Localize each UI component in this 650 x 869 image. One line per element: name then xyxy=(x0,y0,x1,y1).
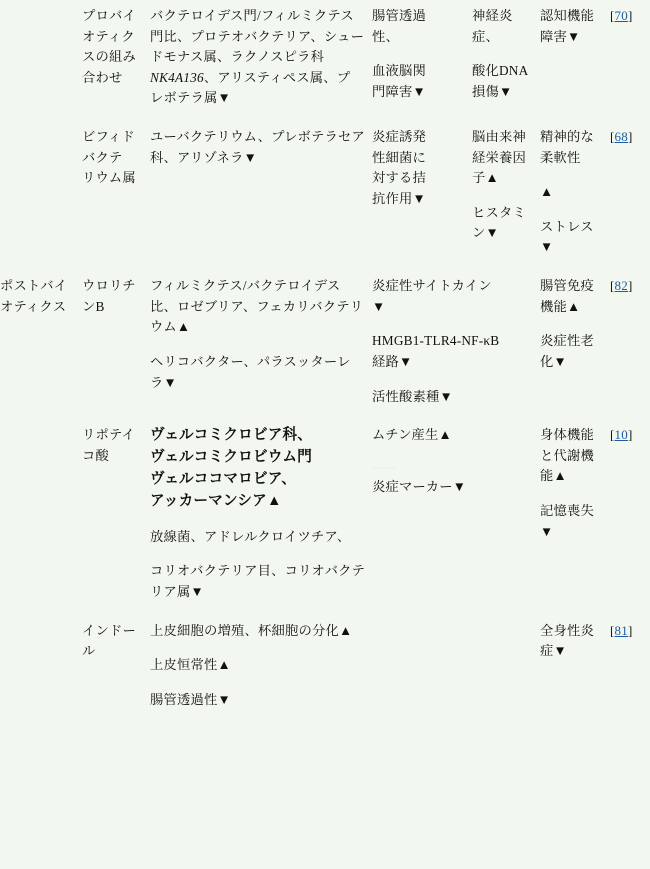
spacer-cell xyxy=(0,407,650,425)
mechanism-line: 活性酸素種▼ xyxy=(372,388,453,404)
agent-line: ビフィド xyxy=(82,129,135,145)
agent-line: ウロリチ xyxy=(82,278,136,294)
category-line: オティクス xyxy=(0,298,67,314)
outcome-line: 記憶喪失 xyxy=(540,502,594,518)
agent-line: バクテ xyxy=(82,149,123,165)
row-marker xyxy=(472,425,540,602)
marker-line: 子▲ xyxy=(472,170,499,186)
outcome-line: 障害▼ xyxy=(540,28,581,44)
taxa-line: ドモナス属、ラクノスピラ科 xyxy=(150,49,325,65)
taxa-block-bold xyxy=(150,425,366,513)
table-row xyxy=(0,127,650,258)
reference-citation[interactable] xyxy=(610,427,632,442)
outcome-line: ▲ xyxy=(540,184,554,200)
row-agent xyxy=(82,621,150,711)
outcome-line: 身体機能 xyxy=(540,427,594,443)
taxa-line: バクテロイデス門/フィルミクテス xyxy=(150,8,354,23)
marker-block xyxy=(472,203,534,244)
mechanism-block xyxy=(372,387,466,408)
mechanism-block xyxy=(372,6,466,47)
row-spacer xyxy=(0,258,650,276)
reference-citation[interactable] xyxy=(610,8,632,23)
outcome-block xyxy=(540,425,604,487)
bracket-close: ] xyxy=(627,129,633,145)
reference-link[interactable]: 10 xyxy=(614,427,628,443)
row-taxa xyxy=(150,127,372,258)
mechanism-line: 経路▼ xyxy=(372,353,413,369)
row-category xyxy=(0,127,82,258)
table-row xyxy=(0,621,650,711)
row-reference xyxy=(610,276,650,407)
taxa-line: 腸管透過性▼ xyxy=(150,691,231,707)
agent-line: プロバイ xyxy=(82,8,136,23)
row-agent xyxy=(82,425,150,602)
outcome-block xyxy=(540,127,604,168)
marker-line: 脳由来神 xyxy=(472,129,526,145)
table-row xyxy=(0,276,650,407)
reference-link[interactable]: 82 xyxy=(614,278,628,294)
reference-citation[interactable] xyxy=(610,278,632,293)
mechanism-line: 炎症マーカー▼ xyxy=(372,478,467,494)
row-mechanism xyxy=(372,425,472,602)
marker-line: 酸化DNA xyxy=(472,63,529,79)
agent-line: スの組み xyxy=(82,49,136,65)
row-taxa xyxy=(150,621,372,711)
row-spacer xyxy=(0,407,650,425)
taxa-line: コリオバクテリア目、コリオバクテ xyxy=(150,563,366,579)
outcome-line: 認知機能 xyxy=(540,8,594,23)
taxa-block xyxy=(150,527,366,548)
taxa-line: アッカーマンシア▲ xyxy=(150,492,282,509)
table-body xyxy=(0,6,650,710)
taxa-line: 門比、プロテオバクテリア、シュー xyxy=(150,28,365,44)
taxa-line: レボテラ属▼ xyxy=(150,90,231,106)
taxa-block xyxy=(150,655,366,676)
agent-line: リポテイ xyxy=(82,427,136,443)
outcome-line: 柔軟性 xyxy=(540,149,581,165)
agent-line: 合わせ xyxy=(82,69,123,85)
row-agent xyxy=(82,127,150,258)
mechanism-line: 抗作用▼ xyxy=(372,190,426,206)
row-agent xyxy=(82,6,150,109)
row-taxa xyxy=(150,6,372,109)
category-line: ポストバイ xyxy=(0,278,68,294)
row-outcome xyxy=(540,6,610,109)
outcome-block xyxy=(540,217,604,258)
mechanism-line: HMGB1-TLR4-NF-κB xyxy=(372,333,500,349)
bracket-open: [ xyxy=(610,278,615,294)
agent-line: オティク xyxy=(82,28,135,44)
reference-citation[interactable] xyxy=(610,623,632,638)
mechanism-line: 炎症性サイトカイン xyxy=(372,278,492,294)
table-row xyxy=(0,425,650,602)
table-row xyxy=(0,6,650,109)
outcome-block xyxy=(540,182,604,203)
row-spacer xyxy=(0,603,650,621)
mechanism-line: 炎症誘発 xyxy=(372,129,426,145)
taxa-line: ユーバクテリウム、プレボテラセア xyxy=(150,129,366,145)
row-category xyxy=(0,425,82,602)
row-reference xyxy=(610,6,650,109)
row-category xyxy=(0,276,82,407)
taxa-block xyxy=(150,127,366,168)
row-outcome xyxy=(540,127,610,258)
row-reference xyxy=(610,621,650,711)
outcome-block xyxy=(540,621,604,662)
outcome-line: 炎症性老 xyxy=(540,333,594,349)
mechanism-block xyxy=(372,331,500,372)
outcome-line: 精神的な xyxy=(540,129,594,145)
taxa-block xyxy=(150,6,366,109)
mechanism-block xyxy=(372,61,466,102)
outcome-line: と代謝機 xyxy=(540,447,594,463)
marker-line: 経栄養因 xyxy=(472,149,526,165)
taxa-line: 科、アリゾネラ▼ xyxy=(150,149,258,165)
reference-link[interactable]: 81 xyxy=(614,622,628,638)
faint-artifact: ⋯⋯ xyxy=(372,461,396,474)
taxa-block xyxy=(150,352,366,393)
marker-line: 症、 xyxy=(472,28,499,44)
taxa-block xyxy=(150,621,366,642)
taxa-line-italic xyxy=(150,68,366,89)
row-marker xyxy=(472,6,540,109)
taxa-line: 上皮恒常性▲ xyxy=(150,657,231,673)
row-reference xyxy=(610,127,650,258)
row-outcome xyxy=(540,276,610,407)
bracket-open: [ xyxy=(610,129,615,145)
outcome-block xyxy=(540,276,604,317)
mechanism-line: 対する拮 xyxy=(372,170,426,186)
outcome-line: 症▼ xyxy=(540,643,567,659)
taxa-line: ヘリコバクター、パラスッターレ xyxy=(150,353,351,369)
taxa-line: フィルミクテス/バクテロイデス xyxy=(150,278,341,294)
outcome-line: 腸管免疫 xyxy=(540,278,594,294)
reference-link[interactable]: 70 xyxy=(614,8,628,23)
taxa-line-rest: 、アリスティペス属、プ xyxy=(203,69,351,85)
mechanism-block xyxy=(372,276,492,317)
taxa-line: 上皮細胞の増殖、杯細胞の分化▲ xyxy=(150,622,353,638)
agent-line: コ酸 xyxy=(82,447,109,463)
bracket-open: [ xyxy=(610,8,615,23)
mechanism-block xyxy=(372,425,466,446)
agent-line: インドー xyxy=(82,622,136,638)
row-mechanism xyxy=(372,621,472,711)
bracket-close: ] xyxy=(627,622,633,638)
row-taxa xyxy=(150,425,372,602)
outcome-line: ストレス xyxy=(540,218,594,234)
outcome-line: ▼ xyxy=(540,523,554,539)
bracket-close: ] xyxy=(627,427,633,443)
taxa-block xyxy=(150,690,366,711)
row-spacer xyxy=(0,109,650,127)
row-mechanism xyxy=(372,276,500,407)
row-reference xyxy=(610,425,650,602)
reference-link[interactable]: 68 xyxy=(614,129,628,145)
marker-line: ヒスタミ xyxy=(472,204,526,220)
bracket-close: ] xyxy=(627,8,633,23)
taxa-line: ラ▼ xyxy=(150,374,177,390)
taxa-block xyxy=(150,561,366,602)
taxa-italic-term: NK4A136 xyxy=(150,69,204,85)
mechanism-line: 性、 xyxy=(372,28,399,44)
mechanism-line: 門障害▼ xyxy=(372,83,426,99)
marker-line: 損傷▼ xyxy=(472,83,513,99)
outcome-line: 全身性炎 xyxy=(540,622,594,638)
taxa-block xyxy=(150,276,366,338)
taxa-line: ヴェルココマロビア、 xyxy=(150,470,297,487)
taxa-line: 比、ロゼブリア、フェカリバクテリ xyxy=(150,298,364,314)
row-marker xyxy=(472,127,540,258)
agent-line: リウム属 xyxy=(82,170,136,186)
bracket-close: ] xyxy=(627,278,633,294)
marker-line: 神経炎 xyxy=(472,8,513,23)
row-agent xyxy=(82,276,150,407)
taxa-line: 放線菌、アドレルクロイツチア、 xyxy=(150,528,351,544)
outcome-block xyxy=(540,6,604,47)
outcome-line: 能▲ xyxy=(540,468,567,484)
mechanism-block xyxy=(372,127,466,209)
outcome-line: 機能▲ xyxy=(540,298,581,314)
mechanism-block xyxy=(372,460,466,498)
row-mechanism xyxy=(372,6,472,109)
outcome-line: 化▼ xyxy=(540,353,567,369)
mechanism-line: ▼ xyxy=(372,298,386,314)
row-category xyxy=(0,6,82,109)
bracket-open: [ xyxy=(610,622,615,638)
marker-block xyxy=(472,61,534,102)
intervention-table xyxy=(0,6,650,710)
row-outcome xyxy=(540,425,610,602)
agent-line: ンB xyxy=(82,298,105,314)
mechanism-line: 性細菌に xyxy=(372,149,426,165)
row-taxa xyxy=(150,276,372,407)
reference-citation[interactable] xyxy=(610,129,632,144)
row-outcome xyxy=(540,621,610,711)
taxa-line: ヴェルコミクロビア科、 xyxy=(150,427,313,444)
spacer-cell xyxy=(0,109,650,127)
agent-line: ル xyxy=(82,643,96,659)
marker-block xyxy=(472,127,534,189)
marker-block xyxy=(472,6,534,47)
spacer-cell xyxy=(0,258,650,276)
spacer-cell xyxy=(0,603,650,621)
row-marker xyxy=(472,621,540,711)
taxa-line: ヴェルコミクロビウム門 xyxy=(150,449,313,466)
outcome-block xyxy=(540,501,604,542)
row-mechanism xyxy=(372,127,472,258)
mechanism-line: ムチン産生▲ xyxy=(372,427,452,443)
row-category xyxy=(0,621,82,711)
bracket-open: [ xyxy=(610,427,615,443)
mechanism-line: 腸管透過 xyxy=(372,8,426,23)
taxa-line: ウム▲ xyxy=(150,319,191,335)
outcome-block xyxy=(540,331,604,372)
taxa-line: リア属▼ xyxy=(150,583,204,599)
marker-line: ン▼ xyxy=(472,225,499,241)
outcome-line: ▼ xyxy=(540,239,554,255)
mechanism-line: 血液脳関 xyxy=(372,63,426,79)
